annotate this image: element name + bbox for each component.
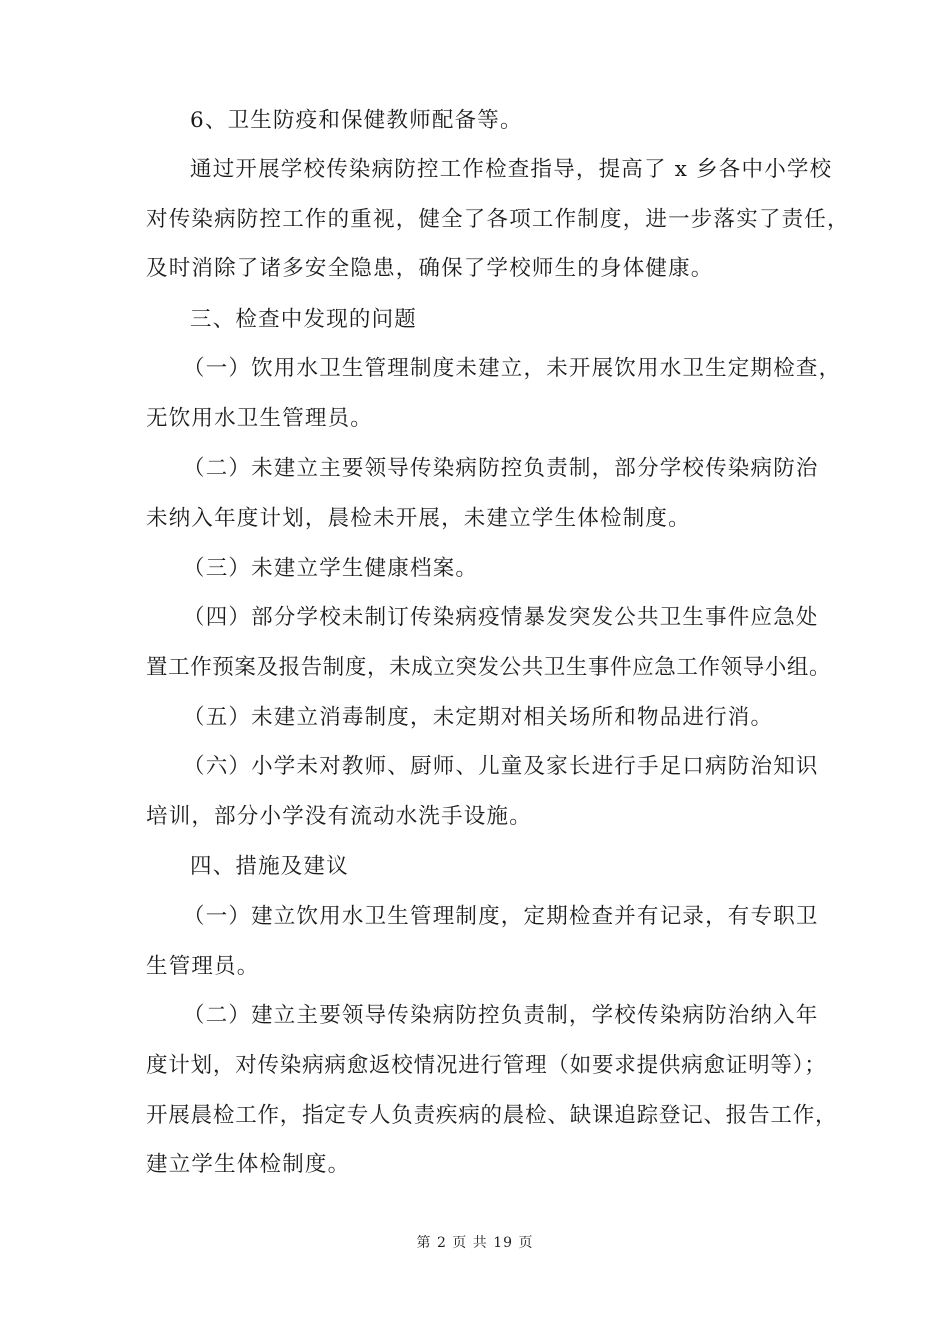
paragraph-line: 置工作预案及报告制度，未成立突发公共卫生事件应急工作领导小组。	[146, 655, 832, 680]
paragraph-line: （二）未建立主要领导传染病防控负责制，部分学校传染病防治	[183, 456, 819, 481]
paragraph-line: （一）建立饮用水卫生管理制度，定期检查并有记录，有专职卫	[183, 904, 819, 929]
paragraph-line: 及时消除了诸多安全隐患，确保了学校师生的身体健康。	[146, 256, 714, 281]
paragraph-line: （五）未建立消毒制度，未定期对相关场所和物品进行消。	[183, 705, 774, 730]
paragraph-line: 度计划，对传染病病愈返校情况进行管理（如要求提供病愈证明等）；	[146, 1053, 827, 1078]
paragraph-line: （四）部分学校未制订传染病疫情暴发突发公共卫生事件应急处	[183, 605, 819, 630]
paragraph-line: 无饮用水卫生管理员。	[146, 406, 374, 431]
paragraph-line: （二）建立主要领导传染病防控负责制，学校传染病防治纳入年	[183, 1003, 819, 1028]
paragraph-line: 通过开展学校传染病防控工作检查指导，提高了 x 乡各中小学校	[190, 157, 833, 182]
paragraph-line: 开展晨检工作，指定专人负责疾病的晨检、缺课追踪登记、报告工作，	[146, 1103, 838, 1128]
page-number: 第 2 页 共 19 页	[416, 1235, 534, 1251]
paragraph-line: （三）未建立学生健康档案。	[183, 556, 479, 581]
text-line: 6、卫生防疫和保健教师配备等。	[190, 108, 523, 133]
paragraph-line: 未纳入年度计划，晨检未开展，未建立学生体检制度。	[146, 506, 691, 531]
paragraph-line: 培训，部分小学没有流动水洗手设施。	[146, 804, 532, 829]
paragraph-line: 建立学生体检制度。	[146, 1152, 351, 1177]
paragraph-line: （六）小学未对教师、厨师、儿童及家长进行手足口病防治知识	[183, 754, 819, 779]
paragraph-line: 生管理员。	[146, 954, 260, 979]
paragraph-line: （一）饮用水卫生管理制度未建立，未开展饮用水卫生定期检查，	[183, 356, 842, 381]
section-heading: 三、检查中发现的问题	[190, 307, 418, 332]
section-heading: 四、措施及建议	[190, 854, 349, 879]
paragraph-line: 对传染病防控工作的重视，健全了各项工作制度，进一步落实了责任，	[146, 207, 850, 232]
